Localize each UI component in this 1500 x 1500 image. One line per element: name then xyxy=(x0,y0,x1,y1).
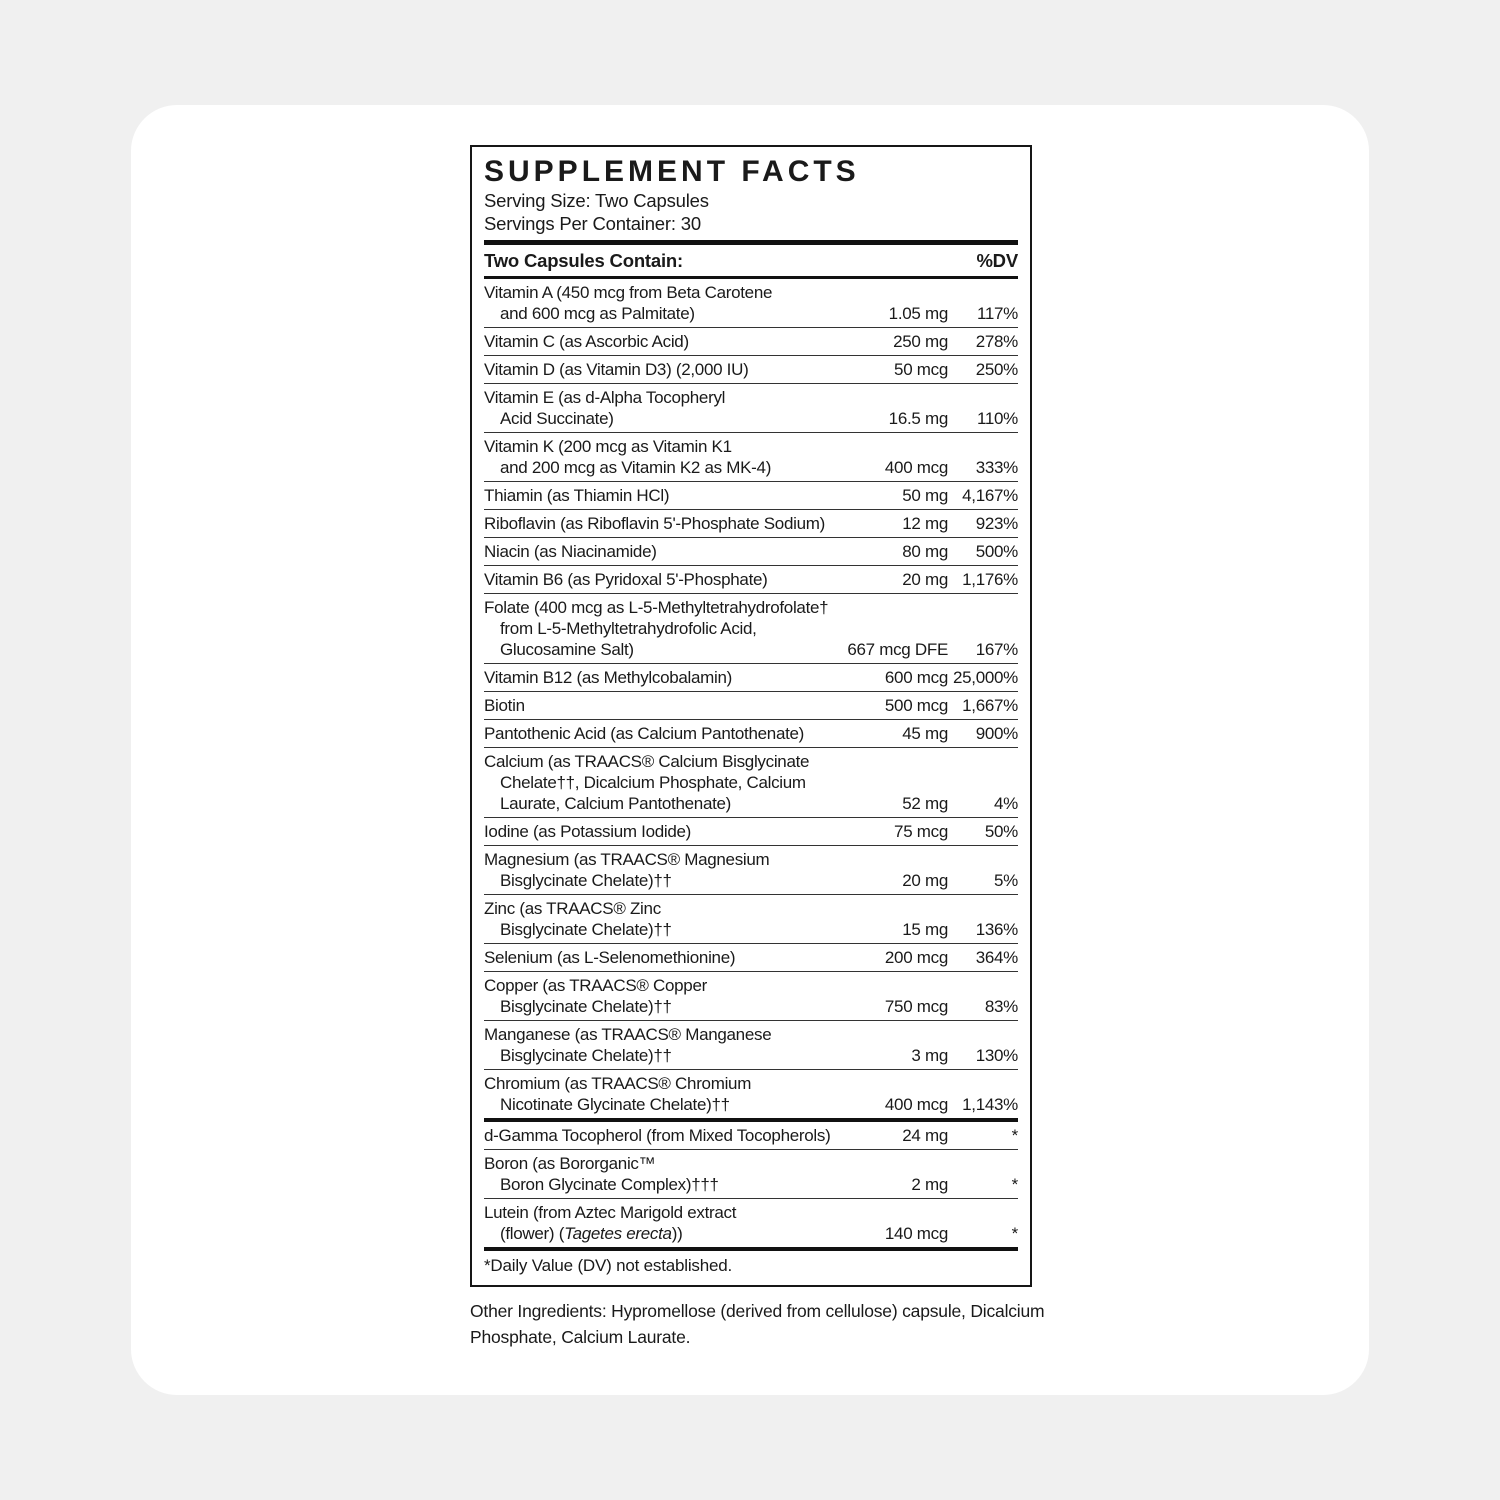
ingredient-name-line: Zinc (as TRAACS® Zinc xyxy=(484,899,661,918)
ingredient-name-line: Calcium (as TRAACS® Calcium Bisglycinate xyxy=(484,752,810,771)
ingredient-name-line: Lutein (from Aztec Marigold extract xyxy=(484,1203,737,1222)
ingredient-name-line: Vitamin K (200 mcg as Vitamin K1 xyxy=(484,437,732,456)
ingredient-name-line: Vitamin A (450 mcg from Beta Carotene xyxy=(484,283,773,302)
ingredient-row xyxy=(484,1199,1018,1251)
ingredient-row xyxy=(484,720,1018,748)
ingredient-name-line: and 200 mcg as Vitamin K2 as MK-4) xyxy=(500,458,772,477)
supplement-facts-panel xyxy=(470,145,1032,1287)
ingredient-amount: 45 mg xyxy=(902,723,948,743)
ingredient-dv: 83% xyxy=(984,996,1018,1016)
ingredient-amount: 600 mcg xyxy=(884,667,948,687)
ingredient-name-line: Vitamin B12 (as Methylcobalamin) xyxy=(484,668,733,687)
ingredient-name-line: Acid Succinate) xyxy=(500,409,614,428)
ingredient-amount: 50 mcg xyxy=(894,359,948,379)
ingredient-amount: 250 mg xyxy=(893,331,948,351)
ingredient-dv: 250% xyxy=(975,359,1018,379)
ingredient-amount: 200 mcg xyxy=(884,947,948,967)
ingredient-dv: 1,667% xyxy=(962,695,1018,715)
ingredient-name-line: Vitamin C (as Ascorbic Acid) xyxy=(484,332,689,351)
ingredient-name-line: (flower) (Tagetes erecta)) xyxy=(500,1224,683,1243)
ingredient-amount: 20 mg xyxy=(902,569,948,589)
ingredient-rows xyxy=(484,279,1018,1251)
ingredient-name-line: Riboflavin (as Riboflavin 5'-Phosphate Sodium) xyxy=(484,514,825,533)
ingredient-name-line: Biotin xyxy=(484,696,525,715)
label-content xyxy=(470,145,1045,1351)
ingredient-name-line: Manganese (as TRAACS® Manganese xyxy=(484,1025,772,1044)
ingredient-amount: 667 mcg DFE xyxy=(847,639,948,659)
ingredient-dv: 25,000% xyxy=(952,667,1018,687)
ingredient-name-line: Chelate††, Dicalcium Phosphate, Calcium xyxy=(500,773,806,792)
ingredient-name-line: Bisglycinate Chelate)†† xyxy=(500,871,672,890)
ingredient-row xyxy=(484,1150,1018,1199)
column-header-row xyxy=(484,245,1018,279)
ingredient-name-line: Magnesium (as TRAACS® Magnesium xyxy=(484,850,770,869)
other-ingredients-line: Phosphate, Calcium Laurate. xyxy=(470,1327,691,1347)
ingredient-row xyxy=(484,846,1018,895)
ingredient-dv: 110% xyxy=(976,408,1018,428)
dv-footnote: *Daily Value (DV) not established. xyxy=(484,1255,733,1275)
ingredient-dv: 4,167% xyxy=(962,485,1018,505)
ingredient-dv: 136% xyxy=(975,919,1018,939)
ingredient-amount: 1.05 mg xyxy=(888,303,948,323)
ingredient-amount: 24 mg xyxy=(902,1125,948,1145)
ingredient-dv: 278% xyxy=(975,331,1018,351)
ingredient-row xyxy=(484,895,1018,944)
ingredient-row xyxy=(484,944,1018,972)
ingredient-row xyxy=(484,356,1018,384)
ingredient-amount: 80 mg xyxy=(902,541,948,561)
servings-per-container: Servings Per Container: 30 xyxy=(484,213,701,234)
ingredient-dv: 1,143% xyxy=(962,1094,1018,1114)
ingredient-amount: 52 mg xyxy=(902,793,948,813)
ingredient-dv: 923% xyxy=(975,513,1018,533)
ingredient-name-line: Niacin (as Niacinamide) xyxy=(484,542,657,561)
ingredient-amount: 15 mg xyxy=(902,919,948,939)
ingredient-name-line: Boron Glycinate Complex)††† xyxy=(500,1175,719,1194)
ingredient-amount: 20 mg xyxy=(902,870,948,890)
ingredient-row xyxy=(484,818,1018,846)
ingredient-row xyxy=(484,972,1018,1021)
ingredient-dv: 500% xyxy=(975,541,1018,561)
ingredient-row xyxy=(484,510,1018,538)
ingredient-dv: * xyxy=(1011,1125,1018,1145)
ingredient-amount: 400 mcg xyxy=(884,1094,948,1114)
ingredient-row xyxy=(484,594,1018,664)
ingredient-name-line: Pantothenic Acid (as Calcium Pantothenate) xyxy=(484,724,805,743)
ingredient-dv: 4% xyxy=(994,793,1018,813)
ingredient-dv: 167% xyxy=(975,639,1018,659)
ingredient-name-line: Vitamin B6 (as Pyridoxal 5'-Phosphate) xyxy=(484,570,768,589)
ingredient-dv: * xyxy=(1011,1174,1018,1194)
ingredient-name-line: Boron (as Bororganic™ xyxy=(484,1154,656,1173)
ingredient-row xyxy=(484,279,1018,328)
ingredient-dv: 1,176% xyxy=(962,569,1018,589)
ingredient-name-line: Copper (as TRAACS® Copper xyxy=(484,976,707,995)
other-ingredients xyxy=(470,1298,1045,1351)
ingredient-name-line: Bisglycinate Chelate)†† xyxy=(500,997,672,1016)
ingredient-amount: 750 mcg xyxy=(884,996,948,1016)
ingredient-row xyxy=(484,664,1018,692)
ingredient-row xyxy=(484,384,1018,433)
ingredient-row xyxy=(484,566,1018,594)
ingredient-dv: 900% xyxy=(975,723,1018,743)
ingredient-name-line: and 600 mcg as Palmitate) xyxy=(500,304,695,323)
ingredient-name-line: Vitamin D (as Vitamin D3) (2,000 IU) xyxy=(484,360,749,379)
contain-column-label: Two Capsules Contain: xyxy=(484,249,683,271)
ingredient-amount: 12 mg xyxy=(902,513,948,533)
ingredient-name-line: Glucosamine Salt) xyxy=(500,640,634,659)
ingredient-amount: 400 mcg xyxy=(884,457,948,477)
ingredient-dv: 333% xyxy=(975,457,1018,477)
ingredient-dv: 50% xyxy=(984,821,1018,841)
dv-column-label: %DV xyxy=(976,249,1018,271)
ingredient-amount: 50 mg xyxy=(902,485,948,505)
serving-size: Serving Size: Two Capsules xyxy=(484,190,709,211)
ingredient-amount: 16.5 mg xyxy=(888,408,948,428)
ingredient-name-line: Selenium (as L-Selenomethionine) xyxy=(484,948,736,967)
ingredient-name-line: Bisglycinate Chelate)†† xyxy=(500,1046,672,1065)
ingredient-row xyxy=(484,1070,1018,1122)
ingredient-dv: 364% xyxy=(975,947,1018,967)
ingredient-name-line: Laurate, Calcium Pantothenate) xyxy=(500,794,732,813)
ingredient-name-line: d-Gamma Tocopherol (from Mixed Tocopherols) xyxy=(484,1126,831,1145)
ingredient-row xyxy=(484,692,1018,720)
ingredient-name-line: Vitamin E (as d-Alpha Tocopheryl xyxy=(484,388,726,407)
ingredient-row xyxy=(484,538,1018,566)
ingredient-name-line: Chromium (as TRAACS® Chromium xyxy=(484,1074,752,1093)
ingredient-name-line: Thiamin (as Thiamin HCl) xyxy=(484,486,670,505)
ingredient-name-line: from L-5-Methyltetrahydrofolic Acid, xyxy=(500,619,757,638)
ingredient-row xyxy=(484,1122,1018,1150)
ingredient-row xyxy=(484,482,1018,510)
other-ingredients-line: Other Ingredients: Hypromellose (derived from cellulose) capsule, Dicalcium xyxy=(470,1300,1045,1321)
ingredient-dv: 5% xyxy=(994,870,1018,890)
ingredient-row xyxy=(484,1021,1018,1070)
ingredient-row xyxy=(484,433,1018,482)
ingredient-dv: 117% xyxy=(976,303,1018,323)
ingredient-name-line: Folate (400 mcg as L-5-Methyltetrahydrofolate† xyxy=(484,598,829,617)
ingredient-name-line: Bisglycinate Chelate)†† xyxy=(500,920,672,939)
ingredient-row xyxy=(484,328,1018,356)
ingredient-amount: 140 mcg xyxy=(884,1223,948,1243)
ingredient-name-line: Iodine (as Potassium Iodide) xyxy=(484,822,692,841)
ingredient-amount: 2 mg xyxy=(911,1174,948,1194)
ingredient-row xyxy=(484,748,1018,818)
ingredient-amount: 3 mg xyxy=(911,1045,948,1065)
ingredient-amount: 500 mcg xyxy=(884,695,948,715)
panel-title: SUPPLEMENT FACTS xyxy=(484,155,860,188)
ingredient-dv: * xyxy=(1011,1223,1018,1243)
label-card xyxy=(131,105,1369,1395)
ingredient-amount: 75 mcg xyxy=(894,821,948,841)
ingredient-name-line: Nicotinate Glycinate Chelate)†† xyxy=(500,1095,730,1114)
ingredient-dv: 130% xyxy=(975,1045,1018,1065)
